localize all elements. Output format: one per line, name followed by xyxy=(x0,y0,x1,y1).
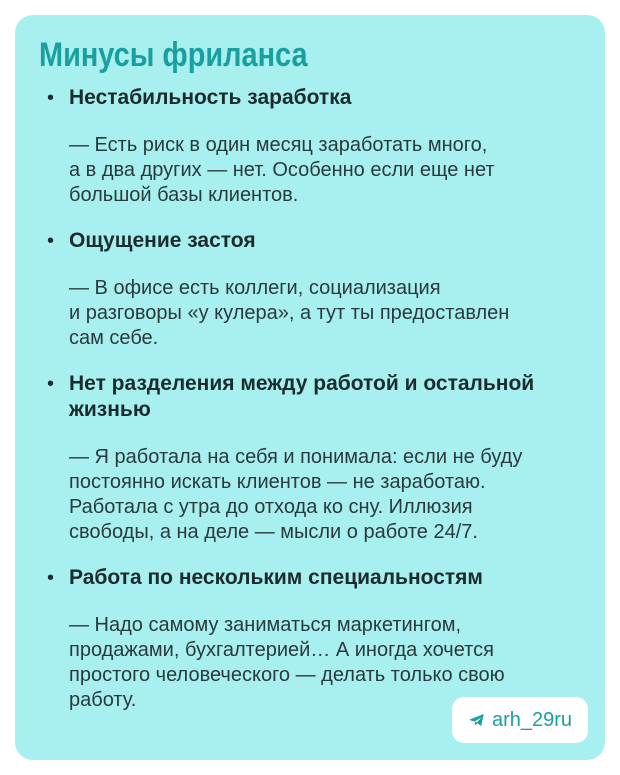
item-body: — В офисе есть коллеги, социализация и разговоры «у кулера», а тут ты предоставлен сам себе. xyxy=(69,277,510,349)
channel-handle: arh_29ru xyxy=(491,708,573,731)
list-item xyxy=(39,85,577,208)
item-body: — Я работала на себя и понимала: если не буду постоянно искать клиентов — не заработаю. Работала с утра до отхода ко сну. Иллюзия свободы, а на деле — мысли о работе 24/7. xyxy=(69,446,523,543)
telegram-handle-badge[interactable] xyxy=(452,697,588,743)
list-item xyxy=(39,228,577,351)
item-heading: Ощущение застоя xyxy=(69,229,256,252)
bullet-icon: • xyxy=(47,230,55,252)
bullet-icon: • xyxy=(47,373,55,395)
list-item xyxy=(39,565,577,713)
item-body: — Есть риск в один месяц заработать много, а в два других — нет. Особенно если еще нет большой базы клиентов. xyxy=(69,134,495,206)
item-heading: Нет разделения между работой и остальной жизнью xyxy=(69,372,535,421)
item-heading: Работа по нескольким специальностям xyxy=(69,566,483,589)
content-card xyxy=(15,15,605,760)
telegram-icon xyxy=(468,711,486,729)
bullet-icon: • xyxy=(47,87,55,109)
drawbacks-list xyxy=(39,85,577,713)
bullet-icon: • xyxy=(47,567,55,589)
item-heading: Нестабильность заработка xyxy=(69,86,352,109)
list-item xyxy=(39,371,577,545)
item-body: — Надо самому заниматься маркетингом, продажами, бухгалтерией… А иногда хочется простого человеческого — делать только свою работу. xyxy=(69,614,505,711)
page-title: Минусы фриланса xyxy=(39,36,308,74)
